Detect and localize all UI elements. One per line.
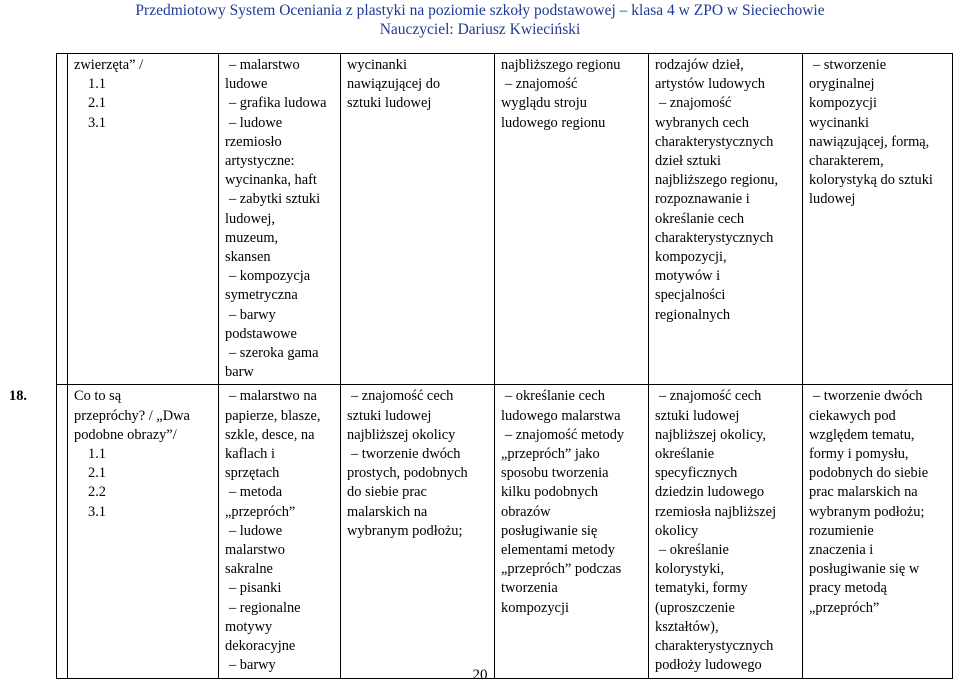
requirement-line: ciekawych pod <box>809 407 896 424</box>
requirement-line: nawiązującej, formą, <box>809 133 930 150</box>
requirement-line: wybranym podłożu; <box>809 503 925 520</box>
requirement-line: względem tematu, <box>809 426 915 443</box>
requirement-line: kompozycji <box>809 95 877 112</box>
document-header <box>0 0 960 39</box>
requirement-line: – stworzenie <box>813 57 887 73</box>
requirement-line: najbliższej okolicy, <box>655 426 766 443</box>
requirement-line: wycinanki <box>347 57 407 73</box>
requirement-line: rzemiosła najbliższej <box>655 503 777 520</box>
topic-cell <box>68 54 219 385</box>
requirement-line: kompozycji, <box>655 249 727 266</box>
content-line: – pisanki <box>229 580 282 597</box>
table-row <box>57 54 953 385</box>
requirement-line: formy i pomysłu, <box>809 446 909 463</box>
content-line: – barwy <box>229 306 276 323</box>
requirement-line: charakterem, <box>809 153 884 170</box>
table-row <box>57 385 953 678</box>
topic-line: 2.1 <box>88 95 106 112</box>
requirement-line: określanie cech <box>655 210 745 227</box>
teacher-name: Nauczyciel: Dariusz Kwieciński <box>379 21 581 38</box>
lesson-plan-table <box>9 53 953 679</box>
requirement-line: ludowej <box>809 191 856 208</box>
requirement-line: charakterystycznych <box>655 638 774 655</box>
requirement-line: rodzajów dzieł, <box>655 57 744 73</box>
requirement-line: regionalnych <box>655 306 731 323</box>
requirements-cell <box>649 54 803 385</box>
topic-line: Co to są <box>74 388 122 405</box>
requirement-line: – znajomość cech <box>351 388 454 405</box>
content-line: – zabytki sztuki <box>229 191 321 208</box>
requirement-line: nawiązującej do <box>347 76 441 93</box>
content-line: symetryczna <box>225 287 298 304</box>
requirement-line: charakterystycznych <box>655 133 774 150</box>
requirement-line: prostych, podobnych <box>347 465 468 482</box>
content-line: – malarstwo na <box>229 388 317 405</box>
requirement-line: sztuki ludowej <box>655 407 740 424</box>
topic-line: przepróchy? / „Dwa <box>74 407 190 424</box>
requirements-cell <box>341 54 495 385</box>
requirement-line: artystów ludowych <box>655 76 765 93</box>
content-line: – grafika ludowa <box>229 95 327 112</box>
requirement-line: elementami metody <box>501 542 615 559</box>
content-line: – ludowe <box>229 522 283 539</box>
requirements-cell <box>803 385 953 678</box>
document-title: Przedmiotowy System Oceniania z plastyki na poziomie szkoły podstawowej – klasa 4 w ZPO w Sieciechowie <box>135 2 825 19</box>
requirements-cell <box>495 54 649 385</box>
topic-line: 3.1 <box>88 503 106 520</box>
requirement-line: kilku podobnych <box>501 484 599 501</box>
topic-line: 2.2 <box>88 484 106 501</box>
requirement-line: (uproszczenie <box>655 599 735 616</box>
requirement-line: charakterystycznych <box>655 229 774 246</box>
lesson-number-cell <box>9 385 68 678</box>
requirement-line: specyficznych <box>655 465 738 482</box>
content-line: – kompozycja <box>229 268 311 285</box>
content-line: – regionalne <box>229 599 301 616</box>
requirement-line: – tworzenie dwóch <box>813 388 923 405</box>
requirement-line: znaczenia i <box>809 542 874 559</box>
content-line: wycinanka, haft <box>225 172 317 189</box>
requirement-line: do siebie prac <box>347 484 427 501</box>
requirement-line: sztuki ludowej <box>347 95 432 112</box>
content-line: – ludowe <box>229 114 283 131</box>
requirement-line: oryginalnej <box>809 76 875 93</box>
content-line: – metoda <box>229 484 283 501</box>
content-line: muzeum, <box>225 229 279 246</box>
requirement-line: „przepróch” <box>809 599 880 616</box>
requirement-line: wyglądu stroju <box>501 95 587 112</box>
requirement-line: motywów i <box>655 268 721 285</box>
topic-line: zwierzęta” / <box>74 57 144 73</box>
requirement-line: kształtów), <box>655 618 719 635</box>
requirement-line: najbliższej okolicy <box>347 426 456 443</box>
requirement-line: sposobu tworzenia <box>501 465 609 482</box>
requirement-line: „przepróch” podczas <box>501 561 622 578</box>
requirement-line: wycinanki <box>809 114 869 131</box>
requirement-line: prac malarskich na <box>809 484 918 501</box>
content-line: – szeroka gama <box>229 345 319 362</box>
requirement-line: posługiwanie się w <box>809 561 920 578</box>
requirement-line: – tworzenie dwóch <box>351 446 461 463</box>
content-line: skansen <box>225 249 271 266</box>
requirement-line: specjalności <box>655 287 726 304</box>
requirement-line: – znajomość <box>505 76 578 93</box>
requirement-line: podłoży ludowego <box>655 657 762 674</box>
requirement-line: określanie <box>655 446 715 463</box>
content-line: kaflach i <box>225 446 275 463</box>
page-number: 20 <box>472 667 488 683</box>
requirements-cell <box>649 385 803 678</box>
requirement-line: pracy metodą <box>809 580 887 597</box>
topic-line: 2.1 <box>88 465 106 482</box>
requirement-line: najbliższego regionu, <box>655 172 779 189</box>
content-line: „przepróch” <box>225 503 296 520</box>
requirement-line: – znajomość cech <box>659 388 762 405</box>
content-line: artystyczne: <box>225 153 295 170</box>
requirement-line: kompozycji <box>501 599 569 616</box>
lesson-number-cell <box>57 54 68 385</box>
content-line: rzemiosło <box>225 133 282 150</box>
requirement-line: podobnych do siebie <box>809 465 929 482</box>
requirement-line: – określanie cech <box>505 388 605 405</box>
requirement-line: ludowego malarstwa <box>501 407 621 424</box>
requirement-line: posługiwanie się <box>501 522 598 539</box>
requirements-cell <box>495 385 649 678</box>
requirement-line: rozpoznawanie i <box>655 191 750 208</box>
requirement-line: tworzenia <box>501 580 558 597</box>
topic-line: 1.1 <box>88 76 106 93</box>
requirement-line: dzieł sztuki <box>655 153 721 170</box>
lesson-number: 18. <box>9 388 27 405</box>
requirement-line: malarskich na <box>347 503 428 520</box>
requirement-line: – znajomość metody <box>505 426 625 443</box>
requirement-line: tematyki, formy <box>655 580 748 597</box>
requirements-cell <box>341 385 495 678</box>
content-line: dekoracyjne <box>225 638 296 655</box>
content-line: – barwy <box>229 657 276 674</box>
content-line: papierze, blasze, <box>225 407 321 424</box>
content-line: malarstwo <box>225 542 285 559</box>
requirement-line: kolorystyką do sztuki <box>809 172 933 189</box>
requirement-line: obrazów <box>501 503 551 520</box>
content-line: motywy <box>225 618 273 635</box>
requirement-line: „przepróch” jako <box>501 446 600 463</box>
requirement-line: wybranych cech <box>655 114 749 131</box>
requirements-cell <box>803 54 953 385</box>
requirement-line: wybranym podłożu; <box>347 522 463 539</box>
content-line: podstawowe <box>225 325 297 342</box>
content-line: – malarstwo <box>229 57 300 73</box>
content-line: szkle, desce, na <box>225 426 315 443</box>
content-line: barw <box>225 364 254 381</box>
topic-cell <box>68 385 219 678</box>
topic-line: podobne obrazy”/ <box>74 426 177 443</box>
content-line: sakralne <box>225 561 273 578</box>
content-cell <box>219 385 341 678</box>
requirement-line: dziedzin ludowego <box>655 484 765 501</box>
requirement-line: najbliższego regionu <box>501 57 621 73</box>
content-cell <box>219 54 341 385</box>
requirement-line: – znajomość <box>659 95 732 112</box>
topic-line: 3.1 <box>88 114 106 131</box>
requirement-line: ludowego regionu <box>501 114 606 131</box>
requirement-line: sztuki ludowej <box>347 407 432 424</box>
content-line: ludowe <box>225 76 268 93</box>
requirement-line: rozumienie <box>809 522 874 539</box>
requirement-line: – określanie <box>659 542 729 559</box>
content-line: sprzętach <box>225 465 280 482</box>
requirement-line: okolicy <box>655 522 699 539</box>
topic-line: 1.1 <box>88 446 106 463</box>
requirement-line: kolorystyki, <box>655 561 725 578</box>
content-line: ludowej, <box>225 210 275 227</box>
